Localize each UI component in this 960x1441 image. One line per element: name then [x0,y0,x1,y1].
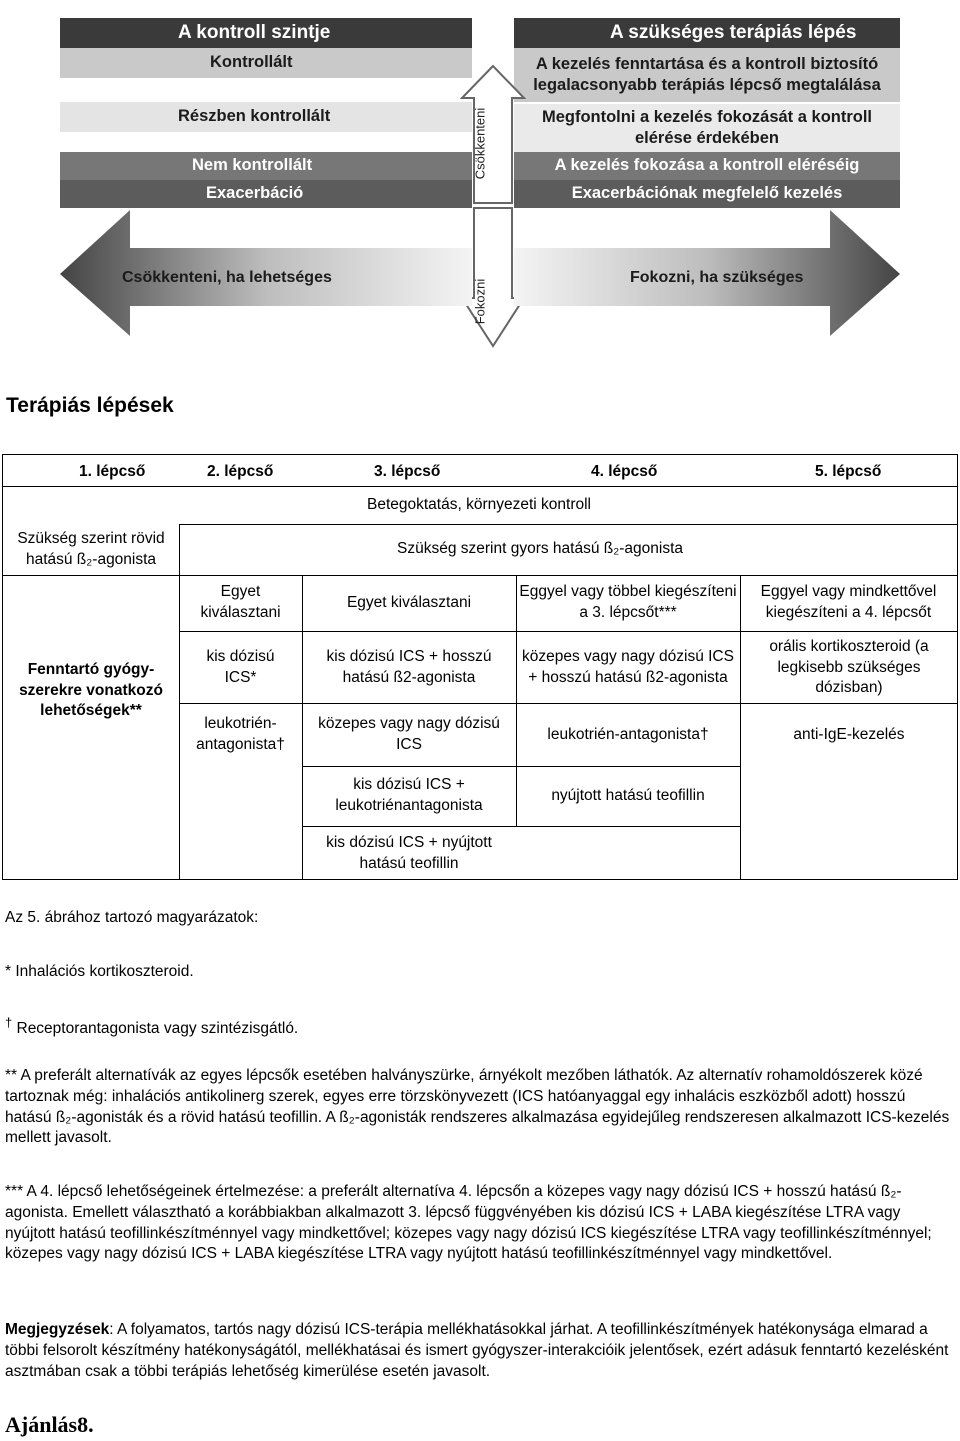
band-gap [60,78,472,102]
divider [179,703,957,704]
step4-option-3: nyújtott hatású teofillin [551,786,705,804]
step-header-4: 4. lépcső [591,463,658,480]
step2-option-1: kis dózisú ICS* [206,648,275,686]
notes-caption: Az 5. ábrához tartozó magyarázatok: [5,909,259,926]
step3-select: Egyet kiválasztani [346,593,472,611]
control-level-diagram [60,18,900,348]
note-step4: *** A 4. lépcső lehetőségeinek értelmezése: a preferált alternatíva 4. lépcsőn a közepes vagy nagy dózisú ICS + hosszú hatású ß₂-agonista. Emellett választható a korábbiakban alkalmazott 3. lépcső függvényében kis dózisú ICS + LABA kiegészítése LTRA vagy nyújtott hatású teofillinkészítménnyel vagy mindkettővel; közepes vagy nagy dózisú ICS kiegészítése LTRA vagy teofillinkészítménnyel; közepes vagy nagy dózisú ICS + LABA kiegészítése LTRA vagy nyújtott hatású teofillinkészítménnyel vagy mindkettővel. [5,1183,932,1263]
step4-select: Eggyel vagy többel kiegészíteni a 3. lépcsőt*** [519,583,737,621]
step2-option-2: leukotrién-antagonista† [196,715,285,753]
action-controlled: A kezelés fenntartása és a kontroll biztosító legalacsonyabb terápiás lépcső megtalálása [514,48,900,102]
step4-option-2: leukotrién-antagonista† [547,725,709,743]
recommendation-footer: Ajánlás8. [5,1412,94,1437]
level-partly-controlled: Részben kontrollált [60,102,472,132]
action-uncontrolled: A kezelés fokozása a kontroll eléréséig [514,152,900,180]
remarks-label: Megjegyzések [5,1321,110,1338]
note-remarks [5,1320,950,1382]
step3-option-3: kis dózisú ICS + leukotriénantagonista [335,776,483,814]
step3-option-1: kis dózisú ICS + hosszú hatású ß2-agonista [326,648,492,686]
maintenance-row-label: Fenntartó gyógy-szerekre vonatkozó lehetőségek** [19,660,163,720]
arrow-right-label: Fokozni, ha szükséges [630,268,804,286]
step-header-5: 5. lépcső [815,463,882,480]
therapy-steps-table [2,454,958,880]
control-level-header: A kontroll szintje [60,18,472,48]
step3-option-2: közepes vagy nagy dózisú ICS [318,715,500,753]
step4-option-1: közepes vagy nagy dózisú ICS + hosszú hatású ß2-agonista [522,648,734,686]
divider [179,631,957,632]
action-exacerbation: Exacerbációnak megfelelő kezelés [514,180,900,208]
vertical-decrease-label: Csökkenteni [472,107,488,180]
step5-select: Eggyel vagy mindkettővel kiegészíteni a 4. lépcsőt [760,583,937,621]
note-receptor [5,1014,950,1040]
step-header-1: 1. lépcső [79,463,146,480]
reliever-cell: Szükség szerint gyors hatású ß₂-agonista [397,540,684,558]
step3-option-4: kis dózisú ICS + nyújtott hatású teofillin [326,834,492,872]
note-preferred: ** A preferált alternatívák az egyes lépcsők esetében halványszürke, árnyékolt mezőben láthatók. Az alternatív rohamoldószerek közé tartoznak még: inhalációs antikolinerg szerek, egyes erre törzskönyvezett (ICS hatóanyaggal egy inhalácis eszközből adott) hosszú hatású ß₂-agonisták és a rövid hatású teofillin. A ß₂-agonisták rendszeres alkalmazása egyidejűleg rendszeresen alkalmazott ICS-kezelés mellett javasolt. [5,1067,950,1147]
section-title: Terápiás lépések [6,394,174,417]
note-receptor-text: Receptorantagonista vagy szintézisgátló. [12,1020,299,1038]
note-ics: * Inhalációs kortikoszteroid. [5,963,194,980]
divider [302,766,740,767]
education-cell: Betegoktatás, környezeti kontroll [366,495,591,513]
step5-option-1: orális kortikoszteroid (a legkisebb szükséges dózisban) [769,637,929,697]
arrow-left-label: Csökkenteni, ha lehetséges [122,268,332,286]
level-uncontrolled: Nem kontrollált [60,152,472,180]
action-partly-controlled: Megfontolni a kezelés fokozását a kontroll elérése érdekében [514,104,900,152]
vertical-increase-label: Fokozni [472,278,488,325]
therapy-step-header: A szükséges terápiás lépés [514,18,900,48]
step-header-3: 3. lépcső [374,463,441,480]
step1-reliever-cell: Szükség szerint rövid hatású ß₂-agonista [17,529,165,568]
level-exacerbation: Exacerbáció [60,180,472,208]
dagger-mark: † [5,1015,13,1030]
step-header-2: 2. lépcső [207,463,274,480]
step5-option-2: anti-IgE-kezelés [793,725,905,743]
step2-select: Egyet kiválasztani [200,583,281,621]
divider [302,826,740,827]
remarks-text: : A folyamatos, tartós nagy dózisú ICS-terápia mellékhatásokkal járhat. A teofillinkészítmények hatékonysága elmarad a többi felsorolt készítmény hatékonyságától, mellékhatásai és ismert gyógyszer-interakcióik jelentősek, ezért adásuk fenntartó kezelésként asztmában csak a többi terápiás lehetőség kimerülése esetén javasolt. [5,1321,949,1380]
level-controlled: Kontrollált [60,48,472,78]
